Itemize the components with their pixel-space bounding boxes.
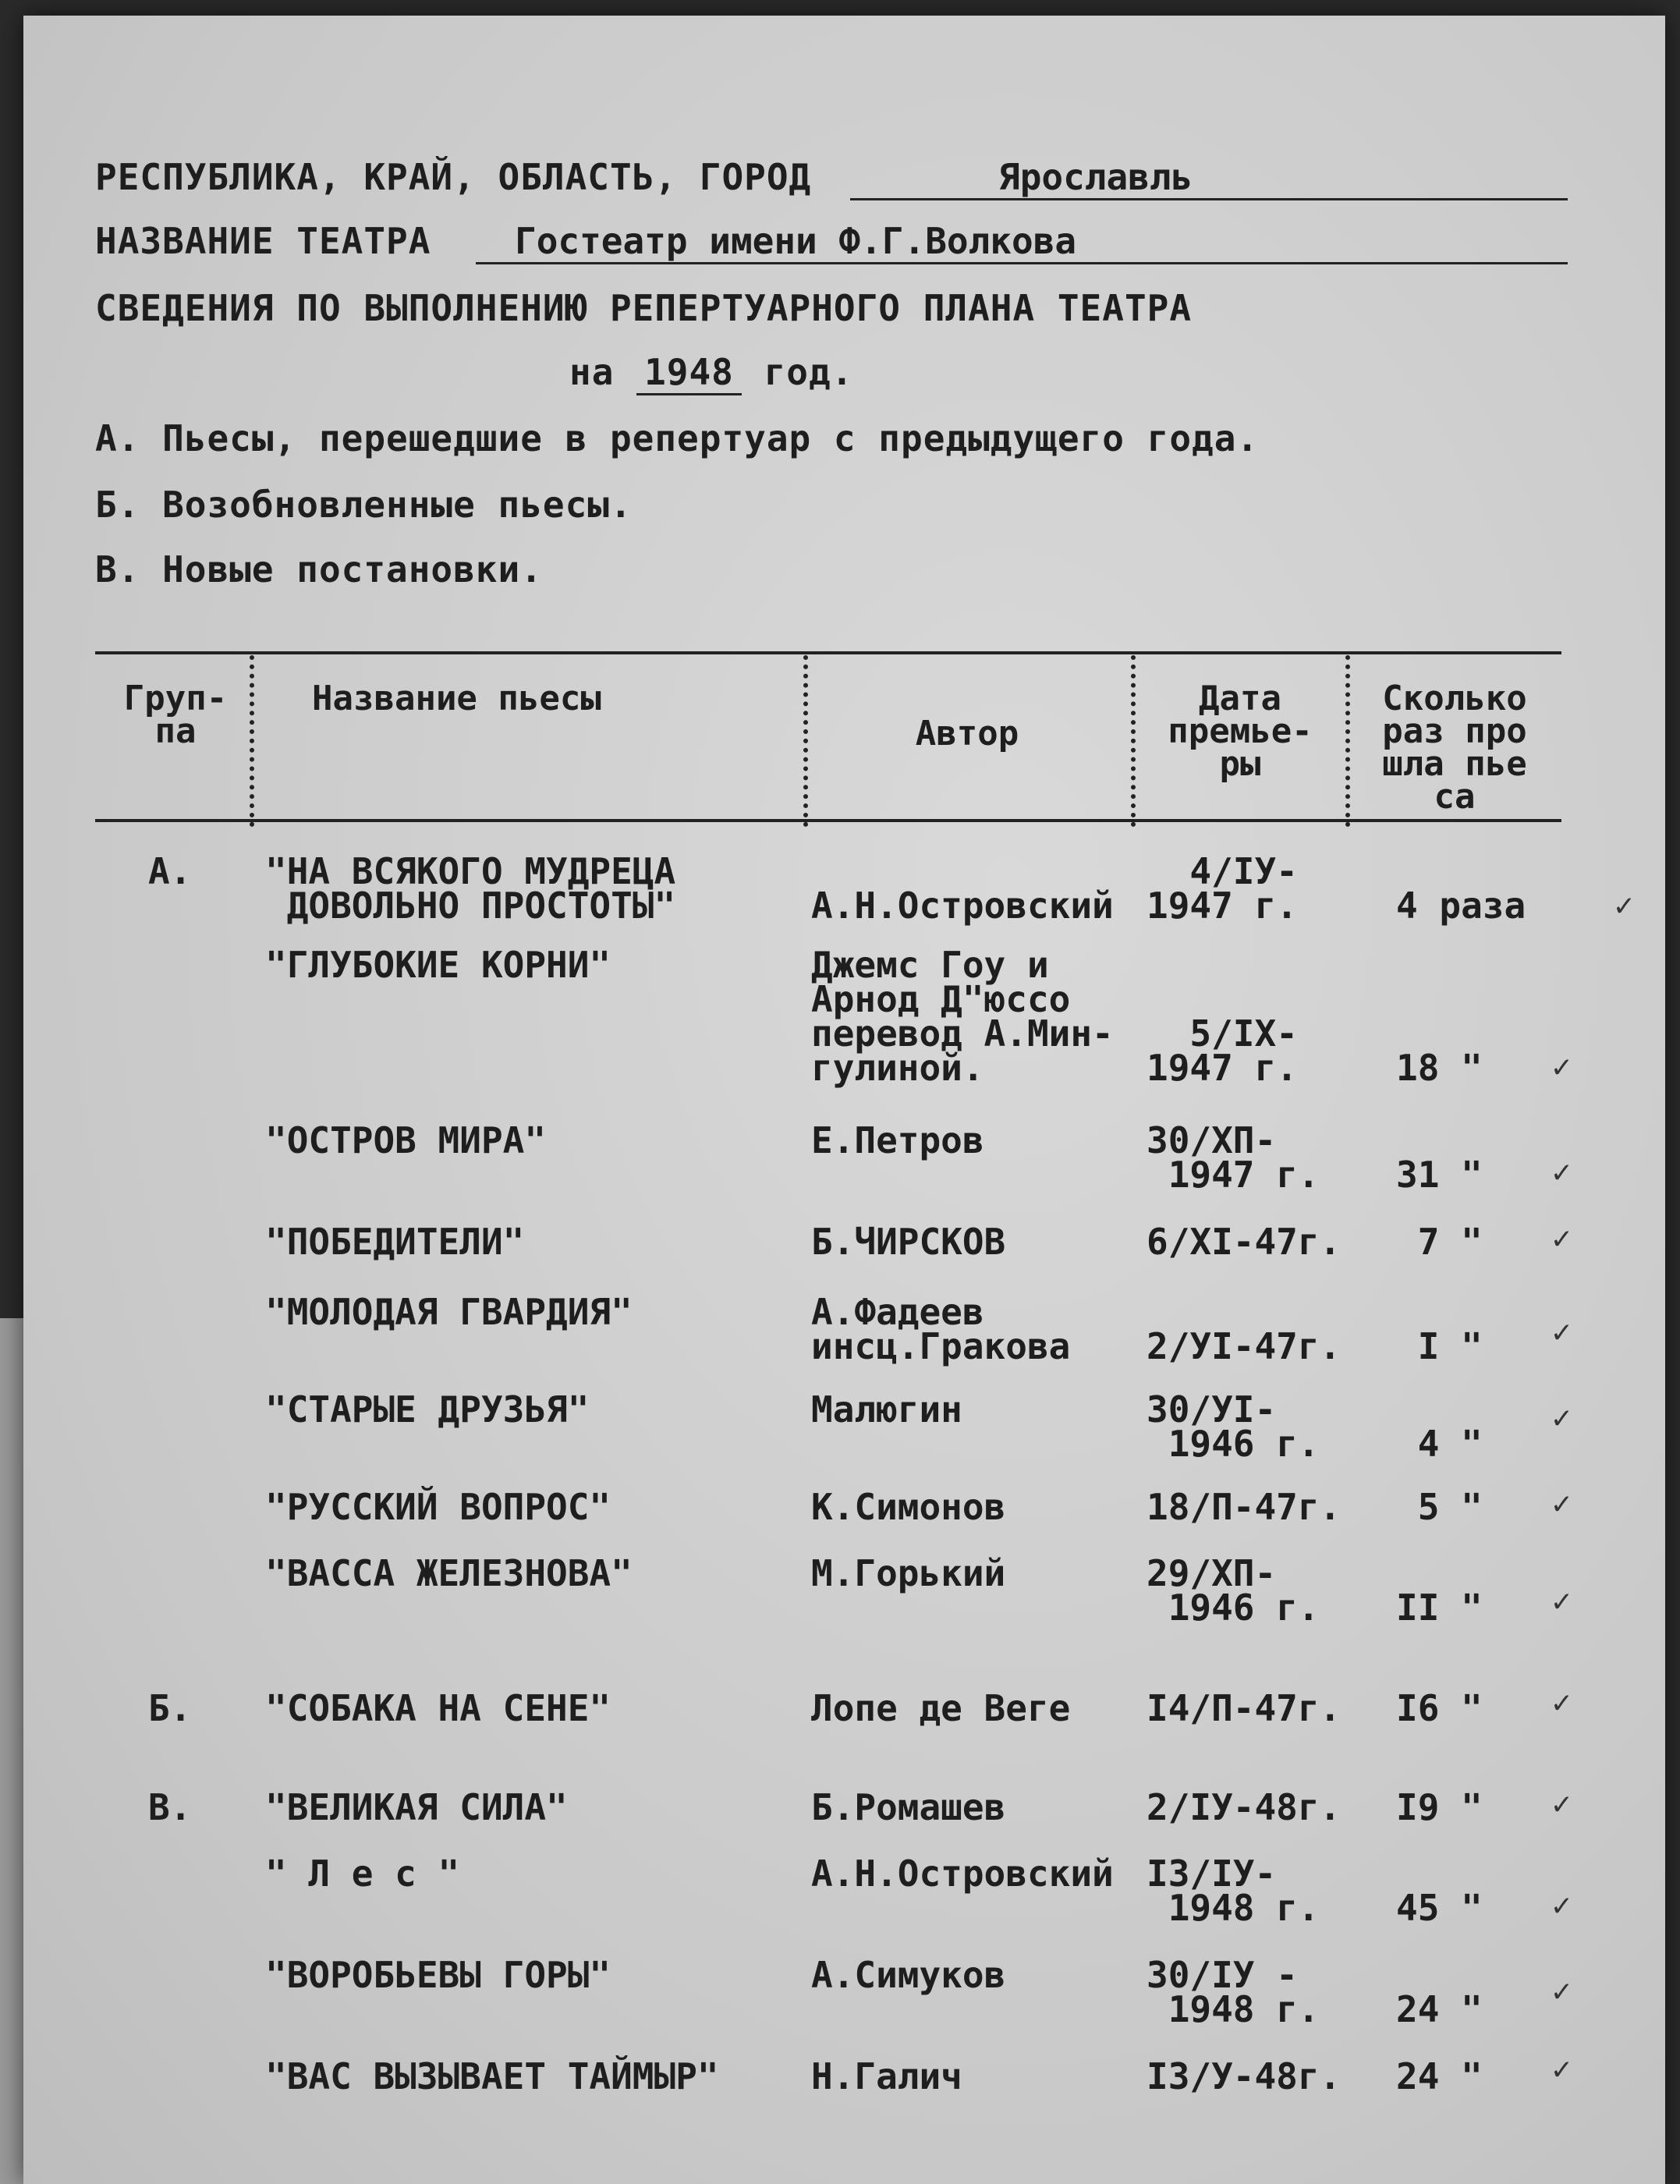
row-12-author: А.Симуков	[811, 1954, 1006, 1996]
th-author: Автор	[915, 714, 1019, 753]
theatre-line	[95, 220, 431, 262]
row-10-author: Б.Ромашев	[811, 1786, 1006, 1828]
row-1-title: "НА ВСЯКОГО МУДРЕЦА ДОВОЛЬНО ПРОСТОТЫ"	[265, 850, 676, 927]
row-10-title: "ВЕЛИКАЯ СИЛА"	[265, 1786, 568, 1828]
row-5-count: I "	[1417, 1325, 1483, 1367]
theatre-label: НАЗВАНИЕ ТЕАТРА	[95, 220, 431, 262]
row-12-checkmark: ✓	[1552, 1973, 1572, 2009]
row-4-premiere: 6/XI-47г.	[1147, 1221, 1342, 1263]
row-4-count: 7 "	[1396, 1221, 1483, 1263]
row-10-checkmark: ✓	[1552, 1786, 1572, 1822]
th-group: Груп- па	[123, 679, 228, 751]
row-9-title: "СОБАКА НА СЕНЕ"	[265, 1687, 611, 1729]
row-5-checkmark: ✓	[1552, 1314, 1572, 1350]
year-line	[569, 351, 853, 393]
region-value: Ярославль	[850, 156, 1568, 200]
year-suffix: год.	[764, 351, 854, 393]
row-11-premiere: I3/IУ- 1948 г.	[1147, 1852, 1320, 1929]
row-11-author: А.Н.Островский	[811, 1852, 1114, 1895]
row-5-title: "МОЛОДАЯ ГВАРДИЯ"	[265, 1291, 633, 1333]
row-11-checkmark: ✓	[1552, 1888, 1572, 1923]
row-2-premiere: 5/IX- 1947 г.	[1147, 1012, 1298, 1089]
row-10-count: I9 "	[1396, 1786, 1483, 1828]
row-12-premiere: 30/IУ - 1948 г.	[1147, 1954, 1320, 2030]
row-7-premiere: 18/П-47г.	[1147, 1486, 1342, 1528]
row-2-author: Джемс Гоу и Арнод Д"юссо перевод А.Мин- гулиной.	[811, 944, 1114, 1089]
col-sep-3	[1131, 655, 1136, 827]
row-9-checkmark: ✓	[1552, 1685, 1572, 1721]
table-header-rule	[95, 819, 1561, 822]
row-12-title: "ВОРОБЬЕВЫ ГОРЫ"	[265, 1954, 611, 1996]
row-2-checkmark: ✓	[1552, 1049, 1572, 1085]
row-9-author: Лопе де Веге	[811, 1687, 1071, 1729]
row-8-checkmark: ✓	[1552, 1583, 1572, 1619]
th-count: Сколько раз про шла пье са	[1382, 679, 1527, 817]
row-3-premiere: 30/ХП- 1947 г.	[1147, 1119, 1320, 1196]
row-3-author: Е.Петров	[811, 1119, 984, 1161]
row-3-checkmark: ✓	[1552, 1154, 1572, 1190]
row-6-checkmark: ✓	[1552, 1400, 1572, 1436]
row-6-count: 4 "	[1417, 1423, 1483, 1465]
row-13-premiere: I3/У-48г.	[1147, 2055, 1342, 2097]
row-5-author: А.Фадеев инсц.Гракова	[811, 1291, 1071, 1367]
row-2-title: "ГЛУБОКИЕ КОРНИ"	[265, 944, 611, 986]
row-7-author: К.Симонов	[811, 1486, 1006, 1528]
legend-b: Б. Возобновленные пьесы.	[95, 484, 633, 526]
row-9-group: Б.	[148, 1687, 192, 1729]
row-1-group: А.	[148, 850, 192, 892]
row-4-title: "ПОБЕДИТЕЛИ"	[265, 1221, 525, 1263]
row-13-title: "ВАС ВЫЗЫВАЕТ ТАЙМЫР"	[265, 2055, 719, 2097]
row-10-premiere: 2/IУ-48г.	[1147, 1786, 1342, 1828]
row-10-group: В.	[148, 1786, 192, 1828]
row-7-title: "РУССКИЙ ВОПРОС"	[265, 1486, 611, 1528]
legend-v: В. Новые постановки.	[95, 548, 543, 590]
row-1-premiere: 4/IУ- 1947 г.	[1147, 850, 1298, 927]
row-4-author: Б.ЧИРСКОВ	[811, 1221, 1006, 1263]
row-4-checkmark: ✓	[1552, 1221, 1572, 1257]
document-sheet	[23, 16, 1665, 2184]
th-premiere: Дата премье- ры	[1168, 679, 1313, 784]
row-8-count: II "	[1396, 1587, 1483, 1629]
th-title: Название пьесы	[312, 679, 601, 718]
row-13-count: 24 "	[1396, 2055, 1483, 2097]
col-sep-2	[803, 655, 808, 827]
region-line	[95, 156, 811, 198]
row-11-title: " Л е с "	[265, 1852, 460, 1895]
row-1-author: А.Н.Островский	[811, 885, 1114, 927]
row-5-premiere: 2/УI-47г.	[1147, 1325, 1342, 1367]
row-12-count: 24 "	[1396, 1988, 1483, 2030]
row-3-count: 31 "	[1396, 1154, 1483, 1196]
theatre-value: Гостеатр имени Ф.Г.Волкова	[476, 220, 1568, 264]
row-9-count: I6 "	[1396, 1687, 1483, 1729]
row-8-author: М.Горький	[811, 1552, 1006, 1594]
row-11-count: 45 "	[1396, 1887, 1483, 1929]
row-6-premiere: 30/УI- 1946 г.	[1147, 1388, 1320, 1465]
legend-a: А. Пьесы, перешедшие в репертуар с предыдущего года.	[95, 417, 1260, 459]
row-9-premiere: I4/П-47г.	[1147, 1687, 1342, 1729]
row-1-count: 4 раза	[1396, 885, 1526, 927]
table-top-rule	[95, 651, 1561, 654]
row-13-author: Н.Галич	[811, 2055, 962, 2097]
row-2-count: 18 "	[1396, 1047, 1483, 1089]
row-6-author: Малюгин	[811, 1388, 962, 1431]
region-label: РЕСПУБЛИКА, КРАЙ, ОБЛАСТЬ, ГОРОД	[95, 156, 812, 198]
row-3-title: "ОСТРОВ МИРА"	[265, 1119, 547, 1161]
year-value: 1948	[636, 351, 742, 395]
row-8-title: "ВАССА ЖЕЛЕЗНОВА"	[265, 1552, 633, 1594]
year-prefix: на	[569, 351, 615, 393]
row-6-title: "СТАРЫЕ ДРУЗЬЯ"	[265, 1388, 590, 1431]
row-1-checkmark: ✓	[1614, 888, 1634, 924]
report-title: СВЕДЕНИЯ ПО ВЫПОЛНЕНИЮ РЕПЕРТУАРНОГО ПЛАНА ТЕАТРА	[95, 287, 1193, 329]
row-8-premiere: 29/ХП- 1946 г.	[1147, 1552, 1320, 1629]
row-7-count: 5 "	[1396, 1486, 1483, 1528]
col-sep-4	[1345, 655, 1350, 827]
row-7-checkmark: ✓	[1552, 1486, 1572, 1522]
row-13-checkmark: ✓	[1552, 2051, 1572, 2087]
col-sep-1	[250, 655, 254, 827]
